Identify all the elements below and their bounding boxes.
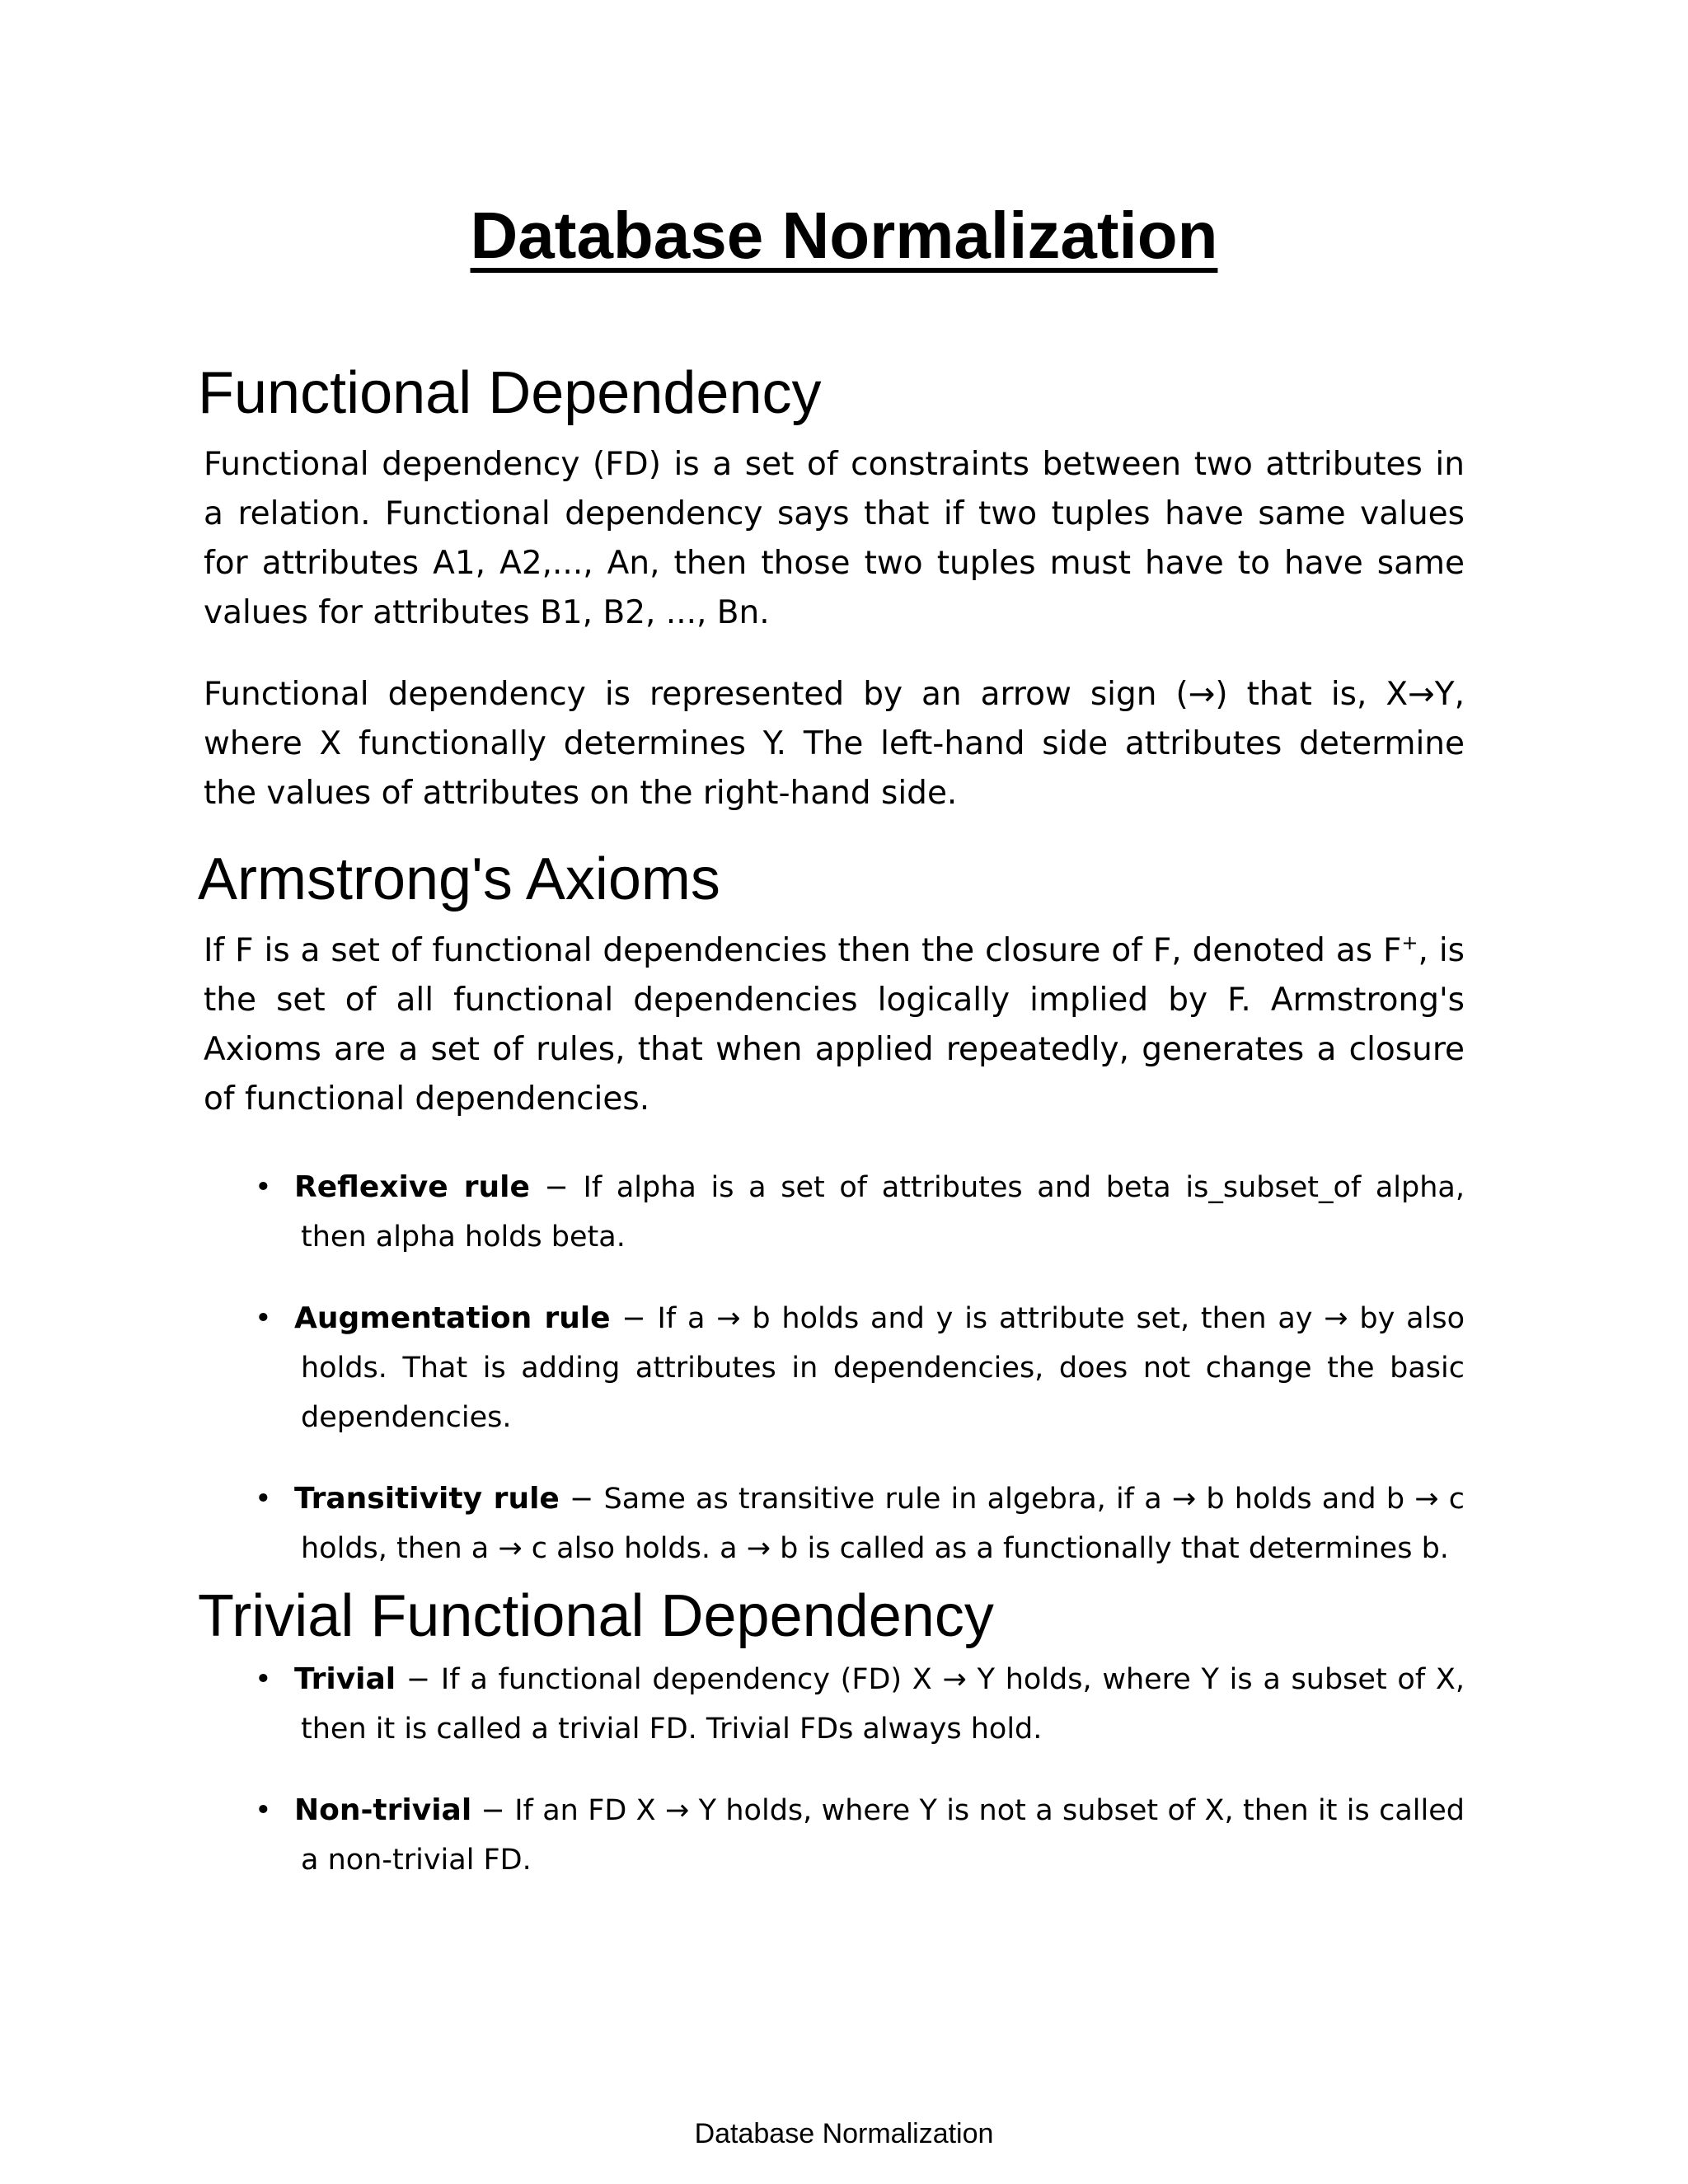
list-item-augmentation-rule bbox=[204, 1294, 1465, 1442]
rule-description: − If alpha is a set of attributes and beta is_subset_of alpha, then alpha holds beta. bbox=[301, 1171, 1465, 1254]
bullet-body bbox=[294, 1294, 1465, 1442]
trivial-fd-list bbox=[204, 1655, 1465, 1885]
bullet-marker: • bbox=[255, 1794, 272, 1827]
rule-term: Transitivity rule bbox=[294, 1482, 560, 1516]
paragraph-armstrong-intro bbox=[204, 926, 1465, 1124]
fd-description: − If a functional dependency (FD) X → Y holds, where Y is a subset of X, then it is called a trivial FD. Trivial FDs always hold. bbox=[301, 1663, 1465, 1746]
bullet-body bbox=[294, 1786, 1465, 1885]
paragraph-fd-arrow: Functional dependency is represented by an arrow sign (→) that is, X→Y, where X functionally determines Y. The left-hand side attributes determine the values of attributes on the right-hand side. bbox=[204, 676, 1465, 812]
page-footer: Database Normalization bbox=[694, 2118, 994, 2149]
rule-description: − Same as transitive rule in algebra, if a → b holds and b → c holds, then a → c also holds. a → b is called as a functionally that determines b. bbox=[301, 1483, 1465, 1565]
closure-text-start: If F is a set of functional dependencies then the closure of F, denoted as F bbox=[204, 932, 1402, 969]
armstrong-rules-list bbox=[204, 1163, 1465, 1573]
document-title-text: Database Normalization bbox=[470, 199, 1218, 272]
section-heading-armstrongs-axioms: Armstrong's Axioms bbox=[198, 846, 720, 912]
list-item-reflexive-rule bbox=[204, 1163, 1465, 1262]
rule-description: − If a → b holds and y is attribute set, then ay → by also holds. That is adding attributes in dependencies, does not change the basic dependencies. bbox=[301, 1302, 1465, 1434]
closure-text-end: , is the set of all functional dependencies logically implied by F. Armstrong's Axioms are a set of rules, that when applied repeatedly, generates a closure of functional dependencies. bbox=[204, 932, 1465, 1118]
paragraph-fd-definition: Functional dependency (FD) is a set of constraints between two attributes in a relation. Functional dependency says that if two tuples have same values for attributes A1, A2,..., An, then those two tuples must have to have same values for attributes B1, B2, ..., Bn. bbox=[204, 446, 1465, 631]
fd-term: Trivial bbox=[294, 1662, 396, 1696]
document-title bbox=[0, 194, 1688, 277]
bullet-body bbox=[294, 1474, 1465, 1573]
list-item-trivial bbox=[204, 1655, 1465, 1754]
fd-term: Non-trivial bbox=[294, 1793, 472, 1827]
closure-superscript: + bbox=[1401, 931, 1418, 954]
list-item-transitivity-rule bbox=[204, 1474, 1465, 1573]
rule-term: Augmentation rule bbox=[294, 1301, 611, 1335]
section-heading-trivial-fd: Trivial Functional Dependency bbox=[198, 1583, 994, 1649]
section-heading-functional-dependency: Functional Dependency bbox=[198, 360, 822, 426]
rule-term: Reflexive rule bbox=[294, 1170, 530, 1204]
bullet-marker: • bbox=[255, 1302, 272, 1335]
bullet-marker: • bbox=[255, 1171, 272, 1204]
list-item-non-trivial bbox=[204, 1786, 1465, 1885]
fd-description: − If an FD X → Y holds, where Y is not a subset of X, then it is called a non-trivial FD. bbox=[301, 1794, 1465, 1877]
bullet-marker: • bbox=[255, 1663, 272, 1696]
bullet-body bbox=[294, 1163, 1465, 1262]
bullet-body bbox=[294, 1655, 1465, 1754]
bullet-marker: • bbox=[255, 1483, 272, 1516]
